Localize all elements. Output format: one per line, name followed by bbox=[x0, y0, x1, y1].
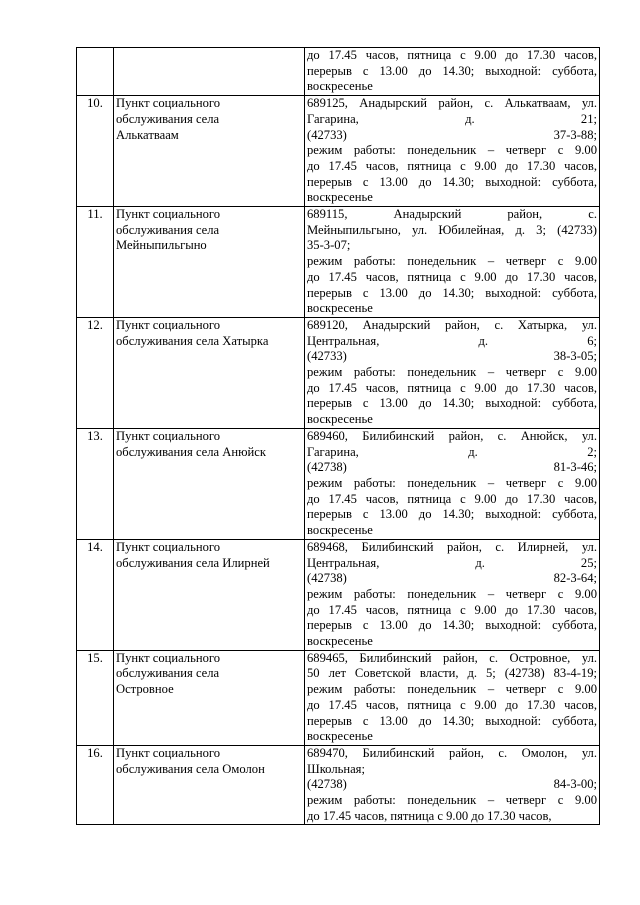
info-line: перерыв с 13.00 до 14.30; выходной: суббота, bbox=[307, 63, 597, 78]
row-number: 12. bbox=[77, 317, 114, 428]
row-number bbox=[77, 48, 114, 96]
service-point-name bbox=[114, 428, 305, 539]
table-row bbox=[77, 207, 600, 318]
info-line: (42738) 81-3-46; bbox=[307, 460, 597, 475]
info-line: 689115, Анадырский район, с. bbox=[307, 207, 597, 222]
address-schedule bbox=[305, 428, 600, 539]
address-schedule bbox=[305, 207, 600, 318]
name-line: обслуживания села Хатырка bbox=[116, 333, 269, 348]
name-line: Островное bbox=[116, 682, 174, 697]
table-row bbox=[77, 428, 600, 539]
info-line: перерыв с 13.00 до 14.30; выходной: суббота, bbox=[307, 174, 597, 189]
info-line: 689120, Анадырский район, с. Хатырка, ул. bbox=[307, 317, 597, 332]
info-line: Центральная, д. 6; bbox=[307, 333, 597, 348]
social-service-points-table bbox=[76, 47, 600, 825]
address-schedule bbox=[305, 650, 600, 745]
row-number: 16. bbox=[77, 745, 114, 825]
info-line: воскресенье bbox=[307, 79, 373, 94]
info-line: Гагарина, д. 21; bbox=[307, 111, 597, 126]
info-line: воскресенье bbox=[307, 523, 373, 538]
name-line: обслуживания села bbox=[116, 111, 220, 126]
info-line: Мейныпильгыно, ул. Юбилейная, д. 3; (42733) bbox=[307, 222, 597, 237]
info-line: перерыв с 13.00 до 14.30; выходной: суббота, bbox=[307, 713, 597, 728]
service-point-name bbox=[114, 317, 305, 428]
table-row bbox=[77, 539, 600, 650]
service-point-name bbox=[114, 48, 305, 96]
info-line: Гагарина, д. 2; bbox=[307, 444, 597, 459]
info-line: режим работы: понедельник – четверг с 9.00 bbox=[307, 365, 597, 380]
table-row bbox=[77, 96, 600, 207]
info-line: до 17.45 часов, пятница с 9.00 до 17.30 часов, bbox=[307, 380, 597, 395]
info-line: до 17.45 часов, пятница с 9.00 до 17.30 часов, bbox=[307, 48, 597, 62]
service-point-name bbox=[114, 650, 305, 745]
name-line: Пункт социального bbox=[116, 428, 221, 443]
info-line: (42733) 37-3-88; bbox=[307, 127, 597, 142]
name-line: обслуживания села bbox=[116, 666, 220, 681]
name-line: Пункт социального bbox=[116, 650, 221, 665]
table-row bbox=[77, 317, 600, 428]
name-line: Мейныпильгыно bbox=[116, 238, 207, 253]
name-line: Пункт социального bbox=[116, 539, 221, 554]
table-row bbox=[77, 650, 600, 745]
name-line: обслуживания села Илирней bbox=[116, 555, 270, 570]
info-line: (42738) 82-3-64; bbox=[307, 571, 597, 586]
service-point-name bbox=[114, 207, 305, 318]
info-line: до 17.45 часов, пятница с 9.00 до 17.30 часов, bbox=[307, 602, 597, 617]
address-schedule bbox=[305, 48, 600, 96]
info-line: (42733) 38-3-05; bbox=[307, 349, 597, 364]
info-line: воскресенье bbox=[307, 412, 373, 427]
table-body bbox=[77, 48, 600, 825]
info-line: воскресенье bbox=[307, 301, 373, 316]
info-line: 689125, Анадырский район, с. Алькатваам, ул. bbox=[307, 96, 597, 111]
info-line: до 17.45 часов, пятница с 9.00 до 17.30 часов, bbox=[307, 808, 552, 823]
info-line: режим работы: понедельник – четверг с 9.00 bbox=[307, 793, 597, 808]
service-point-name bbox=[114, 745, 305, 825]
address-schedule bbox=[305, 317, 600, 428]
service-point-name bbox=[114, 96, 305, 207]
name-line: Пункт социального bbox=[116, 96, 221, 111]
info-line: режим работы: понедельник – четверг с 9.00 bbox=[307, 586, 597, 601]
info-line: (42738) 84-3-00; bbox=[307, 777, 597, 792]
info-line: 689468, Билибинский район, с. Илирней, ул. bbox=[307, 539, 597, 554]
info-line: 50 лет Советской власти, д. 5; (42738) 83-4-19; bbox=[307, 666, 597, 681]
name-line: обслуживания села bbox=[116, 222, 220, 237]
row-number: 15. bbox=[77, 650, 114, 745]
row-number: 10. bbox=[77, 96, 114, 207]
info-line: 35-3-07; bbox=[307, 238, 351, 253]
info-line: до 17.45 часов, пятница с 9.00 до 17.30 часов, bbox=[307, 269, 597, 284]
info-line: до 17.45 часов, пятница с 9.00 до 17.30 часов, bbox=[307, 158, 597, 173]
info-line: воскресенье bbox=[307, 190, 373, 205]
info-line: перерыв с 13.00 до 14.30; выходной: суббота, bbox=[307, 285, 597, 300]
info-line: перерыв с 13.00 до 14.30; выходной: суббота, bbox=[307, 507, 597, 522]
name-line: Алькатваам bbox=[116, 127, 179, 142]
name-line: Пункт социального bbox=[116, 317, 221, 332]
info-line: перерыв с 13.00 до 14.30; выходной: суббота, bbox=[307, 618, 597, 633]
row-number: 13. bbox=[77, 428, 114, 539]
info-line: 689460, Билибинский район, с. Анюйск, ул. bbox=[307, 428, 597, 443]
info-line: режим работы: понедельник – четверг с 9.00 bbox=[307, 143, 597, 158]
info-line: перерыв с 13.00 до 14.30; выходной: суббота, bbox=[307, 396, 597, 411]
address-schedule bbox=[305, 745, 600, 825]
info-line: Центральная, д. 25; bbox=[307, 555, 597, 570]
row-number: 14. bbox=[77, 539, 114, 650]
address-schedule bbox=[305, 96, 600, 207]
table-row bbox=[77, 48, 600, 96]
name-line: Пункт социального bbox=[116, 745, 221, 760]
info-line: воскресенье bbox=[307, 634, 373, 649]
info-line: до 17.45 часов, пятница с 9.00 до 17.30 часов, bbox=[307, 697, 597, 712]
info-line: режим работы: понедельник – четверг с 9.00 bbox=[307, 682, 597, 697]
info-line: 689470, Билибинский район, с. Омолон, ул. bbox=[307, 745, 597, 760]
info-line: Школьная; bbox=[307, 761, 365, 776]
name-line: Пункт социального bbox=[116, 207, 221, 222]
row-number: 11. bbox=[77, 207, 114, 318]
info-line: воскресенье bbox=[307, 729, 373, 744]
info-line: 689465, Билибинский район, с. Островное, ул. bbox=[307, 650, 597, 665]
name-line: обслуживания села Анюйск bbox=[116, 444, 266, 459]
info-line: режим работы: понедельник – четверг с 9.00 bbox=[307, 254, 597, 269]
info-line: режим работы: понедельник – четверг с 9.00 bbox=[307, 475, 597, 490]
info-line: до 17.45 часов, пятница с 9.00 до 17.30 часов, bbox=[307, 491, 597, 506]
name-line: обслуживания села Омолон bbox=[116, 761, 265, 776]
table-row bbox=[77, 745, 600, 825]
address-schedule bbox=[305, 539, 600, 650]
service-point-name bbox=[114, 539, 305, 650]
